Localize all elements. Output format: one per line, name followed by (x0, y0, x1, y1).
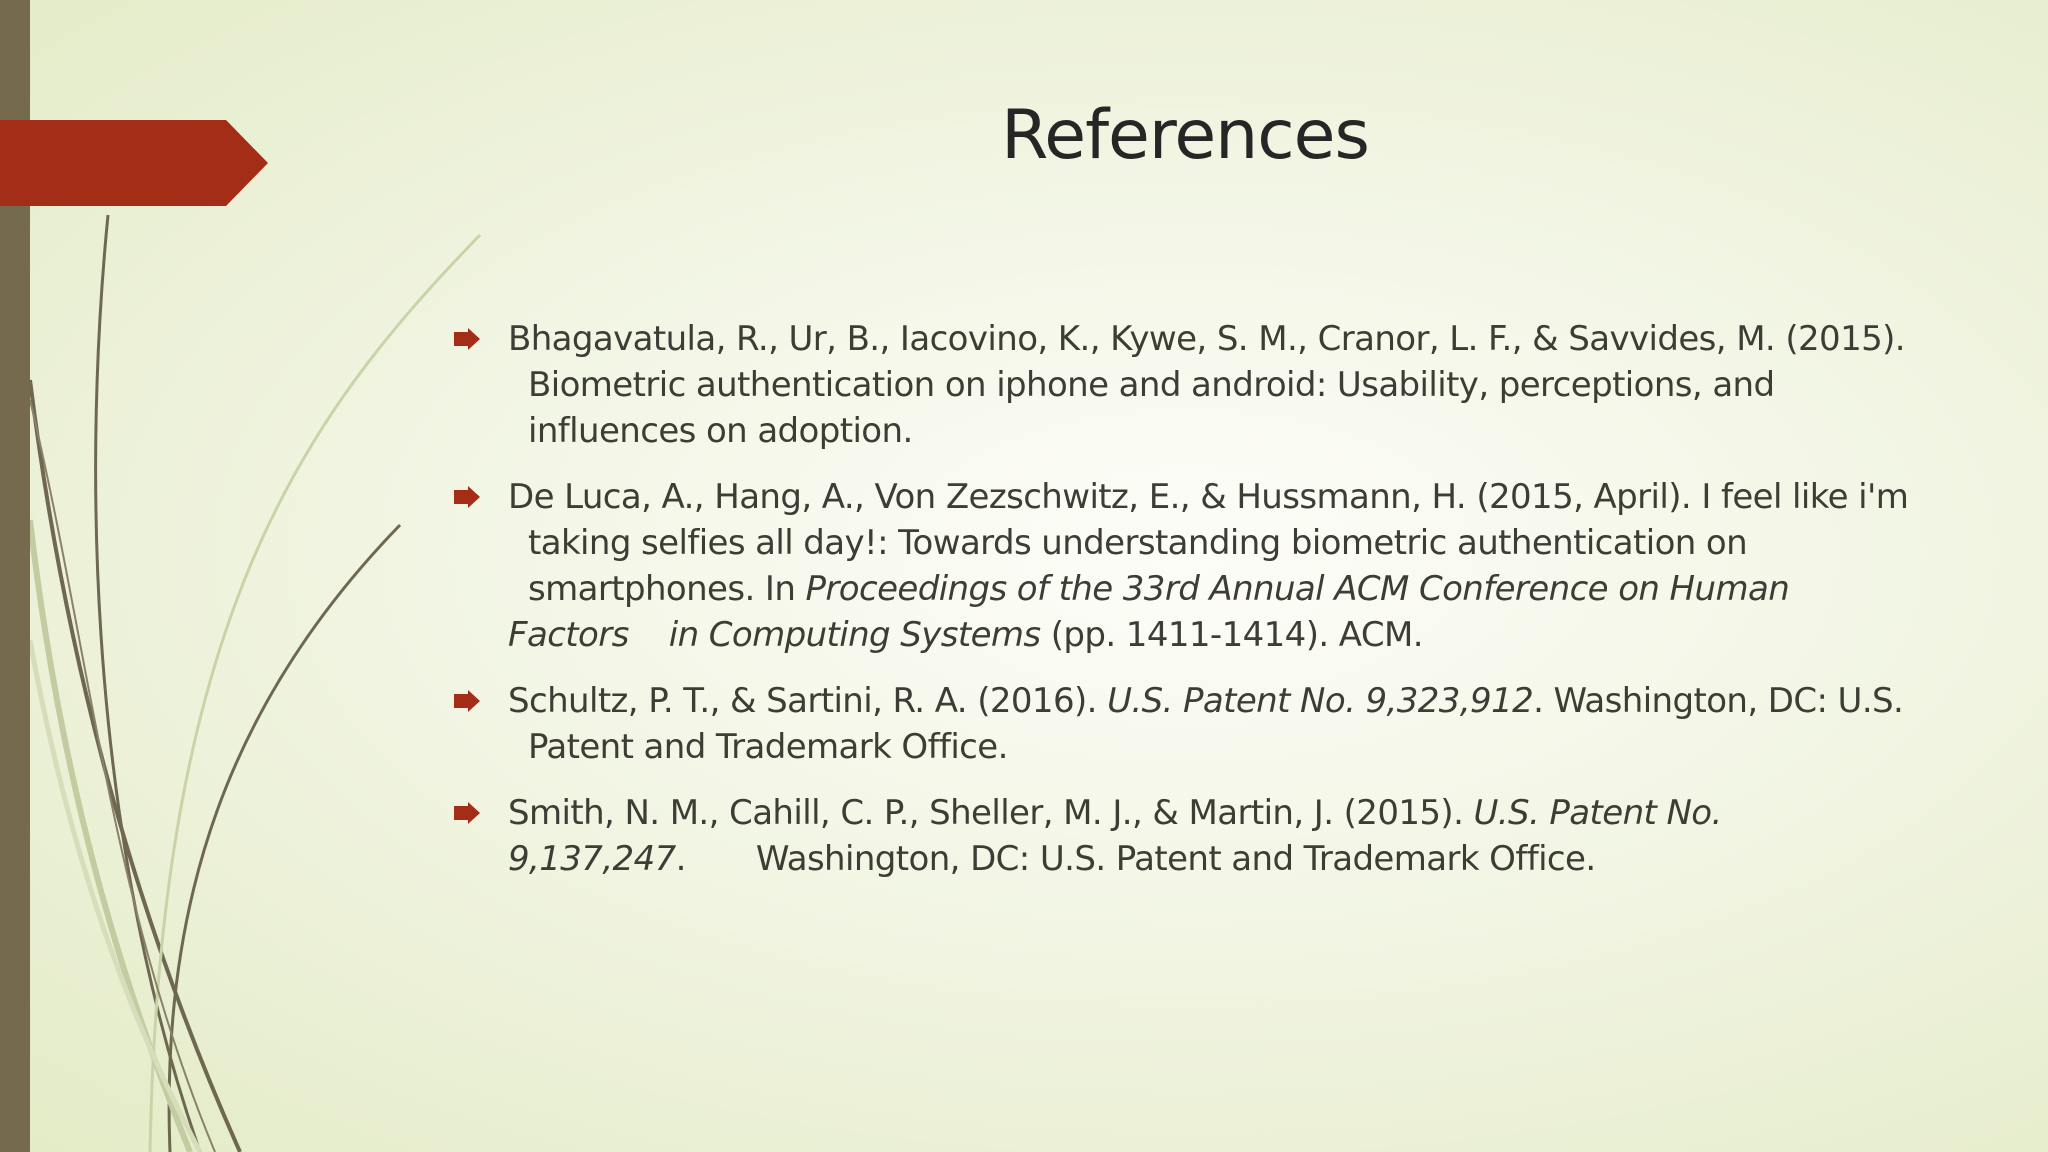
references-list (450, 316, 1930, 902)
reference-text: Patent and Trademark Office. (528, 727, 1008, 767)
arrow-bullet-icon (454, 802, 480, 824)
reference-text-line (508, 790, 1930, 836)
reference-text: Biometric authentication on iphone and android: Usability, perceptions, and (528, 365, 1775, 405)
reference-text: . Washington, DC: U.S. (1533, 681, 1904, 721)
reference-patent-title: U.S. Patent No. 9,323,912 (1107, 681, 1534, 721)
reference-text: influences on adoption. (528, 411, 913, 451)
reference-journal-title: Factors (508, 615, 629, 655)
reference-text-line (508, 678, 1930, 724)
reference-text: Smith, N. M., Cahill, C. P., Sheller, M. J., & Martin, J. (2015). (508, 793, 1474, 833)
slide-title: References (1001, 96, 1369, 175)
reference-item-2 (450, 474, 1930, 658)
arrow-bullet-icon (454, 328, 480, 350)
reference-text: smartphones. In (528, 569, 806, 609)
reference-item-3 (450, 678, 1930, 770)
reference-item-1 (450, 316, 1930, 454)
reference-text-line (508, 612, 1930, 658)
reference-text-line (508, 836, 1930, 882)
reference-text: Schultz, P. T., & Sartini, R. A. (2016). (508, 681, 1108, 721)
reference-journal-title: in Computing Systems (668, 615, 1041, 655)
title-arrow-shape (0, 120, 270, 206)
reference-journal-title: Proceedings of the 33rd Annual ACM Conference on Human (805, 569, 1790, 609)
arrow-bullet-icon (454, 690, 480, 712)
reference-text: taking selfies all day!: Towards understanding biometric authentication on (528, 523, 1748, 563)
reference-item-4 (450, 790, 1930, 882)
reference-text: Washington, DC: U.S. Patent and Trademark Office. (755, 839, 1596, 879)
reference-text-line (508, 566, 1930, 612)
arrow-bullet-icon (454, 486, 480, 508)
reference-text: (pp. 1411-1414). ACM. (1040, 615, 1423, 655)
reference-text: . (675, 839, 686, 879)
reference-text: De Luca, A., Hang, A., Von Zezschwitz, E., & Hussmann, H. (2015, April). I feel like i'm (508, 477, 1909, 517)
reference-patent-title: U.S. Patent No. (1473, 793, 1722, 833)
reference-text: Bhagavatula, R., Ur, B., Iacovino, K., Kywe, S. M., Cranor, L. F., & Savvides, M. (2015). (508, 319, 1906, 359)
reference-patent-title: 9,137,247 (508, 839, 676, 879)
